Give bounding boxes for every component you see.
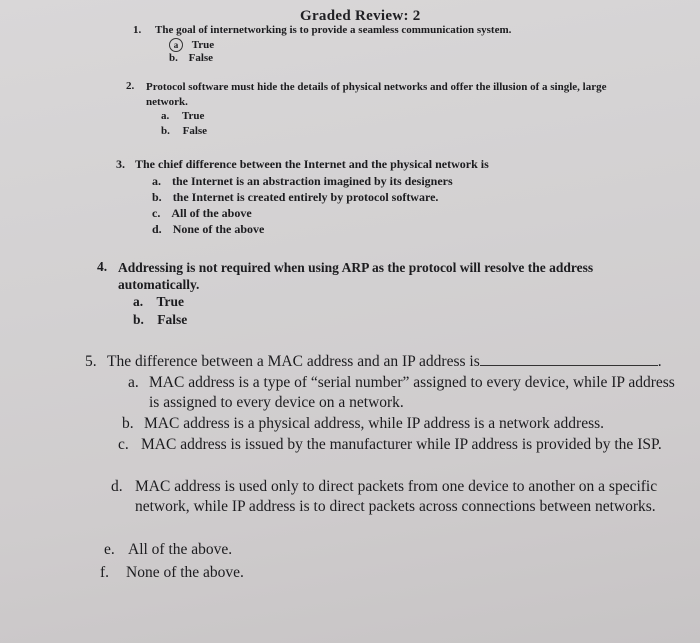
option-letter: b. (133, 312, 144, 327)
option-text: MAC address is a type of “serial number” assigned to every device, while IP address is assigned to every device on a network. (149, 374, 675, 411)
option-letter: a. (161, 110, 170, 122)
option-text: None of the above. (126, 564, 244, 581)
option-d (152, 222, 264, 237)
question-text-end: . (657, 353, 662, 370)
answer-blank-line (480, 353, 658, 366)
question-text: The difference between a MAC address and an IP address is (107, 353, 480, 370)
option-text: True (182, 110, 205, 122)
option-c (152, 206, 252, 221)
question-text-line (107, 353, 667, 371)
option-f (100, 563, 600, 583)
option-text: MAC address is a physical address, while IP address is a network address. (144, 415, 605, 432)
option-letter: b. (152, 190, 162, 204)
option-letter: e. (104, 541, 115, 558)
option-text: MAC address is used only to direct packets from one device to another on a specific network, while IP address is to direct packets across connections between networks. (135, 478, 658, 515)
question-number: 1. (133, 24, 142, 36)
option-text: All of the above. (128, 541, 233, 558)
option-letter: a. (128, 374, 139, 391)
option-letter: a. (152, 174, 161, 188)
question-number: 5. (85, 353, 97, 370)
option-b (152, 190, 438, 205)
option-text: None of the above (172, 222, 265, 236)
option-text: MAC address is issued by the manufacturer while IP address is provided by the ISP. (141, 436, 662, 453)
option-text: False (157, 312, 188, 327)
option-text: True (156, 294, 184, 309)
option-letter: d. (111, 478, 123, 495)
question-text: Protocol software must hide the details of physical networks and offer the illusion of a single, large network. (146, 81, 607, 108)
option-a (152, 174, 453, 189)
option-b (122, 414, 700, 434)
option-letter: d. (152, 222, 162, 236)
option-a (128, 373, 688, 413)
option-text: False (182, 125, 208, 137)
question-number: 4. (97, 259, 108, 274)
option-letter: c. (152, 206, 161, 220)
option-b (161, 125, 207, 137)
question-text: The chief difference between the Internet and the physical network is (135, 157, 489, 171)
option-a (161, 110, 204, 122)
option-b (169, 52, 213, 64)
circled-answer-mark: a (169, 38, 183, 52)
option-letter: a. (133, 294, 144, 309)
question-number: 3. (116, 157, 125, 171)
option-b (133, 312, 187, 328)
option-a (133, 294, 184, 310)
question-text: Addressing is not required when using ARP as the protocol will resolve the address automatically. (118, 260, 594, 292)
page-title: Graded Review: 2 (300, 8, 421, 24)
question-text: The goal of internetworking is to provide a seamless communication system. (155, 24, 512, 36)
question-number: 2. (126, 80, 135, 92)
option-e (104, 540, 604, 560)
option-c (118, 435, 693, 455)
option-text: the Internet is an abstraction imagined by its designers (172, 174, 453, 188)
option-letter: b. (161, 125, 170, 137)
option-text: All of the above (171, 206, 252, 220)
option-text: False (188, 52, 214, 64)
option-letter: c. (118, 436, 129, 453)
option-d (111, 477, 696, 517)
option-letter: f. (100, 564, 110, 581)
option-text: True (191, 39, 215, 51)
option-text: the Internet is created entirely by protocol software. (172, 190, 439, 204)
option-letter: b. (169, 52, 178, 64)
option-letter: b. (122, 415, 134, 432)
option-a (169, 38, 214, 52)
